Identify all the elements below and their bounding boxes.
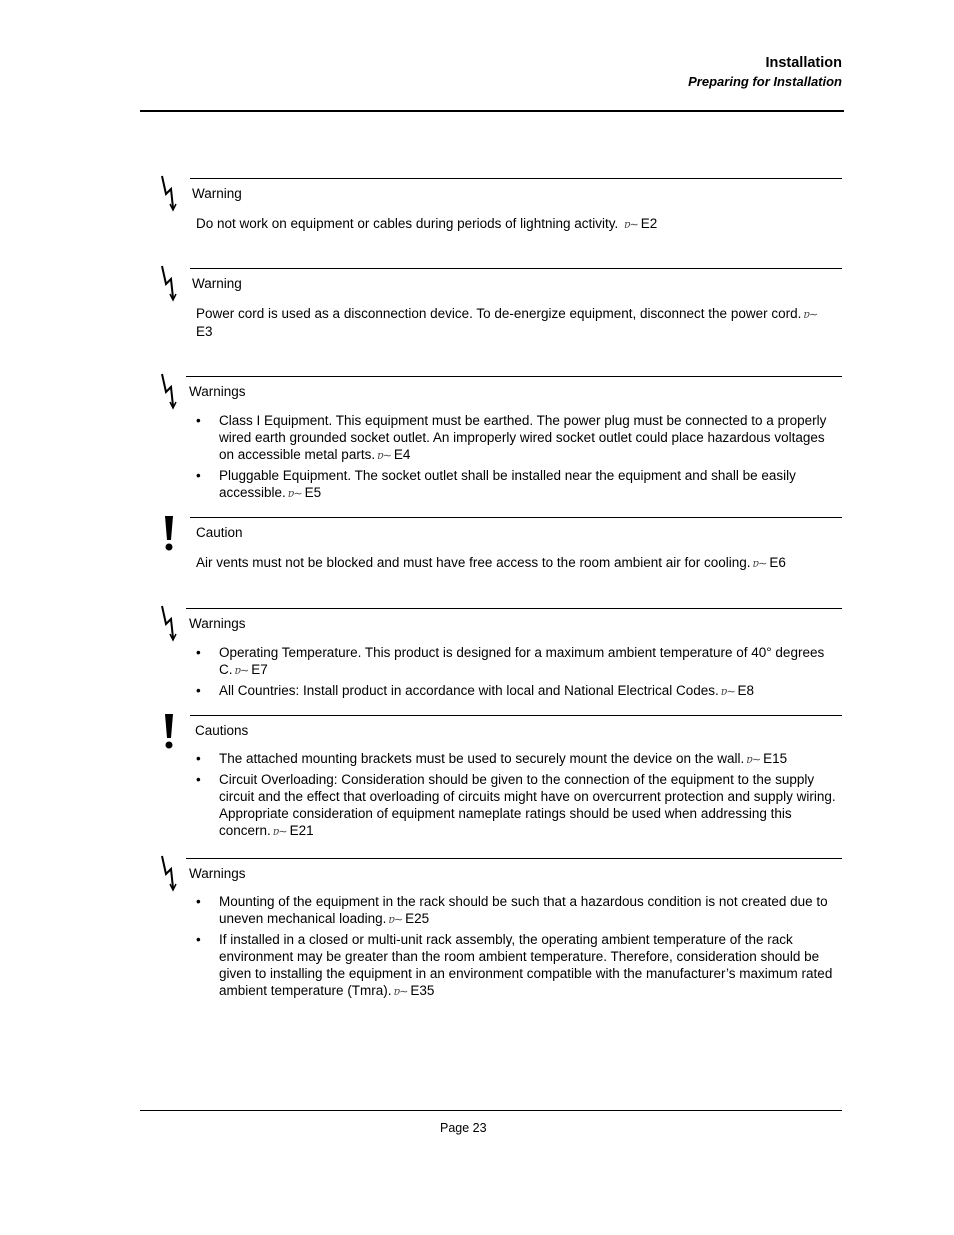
list-item: • Class I Equipment. This equipment must be earthed. The power plug must be connected to a properly wired earth grounded socket outlet. An improperly wired socket outlet could place hazardous voltages on accessible metal parts. ɐ∼ E4 [196, 412, 842, 464]
reference-code: E6 [769, 555, 786, 570]
reference-code: E7 [251, 662, 268, 677]
notice-text: Do not work on equipment or cables during periods of lightning activity. ɐ∼ E2 [196, 216, 658, 231]
reference-code: E35 [410, 983, 435, 998]
lightning-warning-icon [156, 604, 182, 646]
notice-label: Cautions [195, 723, 249, 738]
page-header-title: Installation [765, 55, 842, 71]
reference-symbol-icon: ɐ∼ [720, 685, 735, 698]
notice-rule [186, 858, 842, 859]
reference-symbol-icon: ɐ∼ [388, 913, 403, 926]
notice-rule [190, 268, 842, 269]
reference-code: E4 [393, 447, 411, 462]
reference-code: E8 [737, 683, 755, 698]
notice-rule [190, 178, 842, 179]
exclamation-caution-icon [156, 513, 182, 555]
notice-list [196, 750, 842, 843]
footer-rule [140, 1110, 842, 1111]
notice-rule [190, 715, 842, 716]
reference-symbol-icon: ɐ∼ [272, 825, 287, 838]
list-item: • Mounting of the equipment in the rack should be such that a hazardous condition is not created due to uneven mechanical loading. ɐ∼ E25 [196, 893, 842, 928]
lightning-warning-icon [156, 372, 182, 414]
page-header-subtitle: Preparing for Installation [688, 74, 842, 89]
list-item: • All Countries: Install product in accordance with local and National Electrical Codes. ɐ∼ E8 [196, 682, 842, 700]
lightning-warning-icon [156, 264, 182, 306]
notice-label: Warnings [189, 616, 246, 631]
reference-symbol-icon: ɐ∼ [377, 449, 391, 462]
notice-label: Warnings [189, 866, 246, 881]
reference-code: E21 [289, 823, 314, 838]
notice-label: Warning [192, 276, 242, 291]
exclamation-caution-icon [156, 711, 182, 753]
notice-label: Warnings [189, 384, 246, 399]
notice-text: Power cord is used as a disconnection device. To de-energize equipment, disconnect the power cord. ɐ∼ E3 [196, 305, 842, 340]
notice-list [196, 412, 842, 505]
notice-label: Warning [192, 186, 242, 201]
page-number: Page 23 [440, 1121, 487, 1135]
list-item: • Operating Temperature. This product is designed for a maximum ambient temperature of 40° degrees C. ɐ∼ E7 [196, 644, 842, 679]
reference-symbol-icon: ɐ∼ [624, 218, 638, 231]
reference-symbol-icon: ɐ∼ [287, 487, 302, 500]
notice-rule [186, 376, 842, 377]
list-item: • The attached mounting brackets must be used to securely mount the device on the wall. ɐ∼ E15 [196, 750, 842, 768]
reference-code: E25 [405, 911, 430, 926]
notice-list [196, 893, 842, 1003]
notice-rule [190, 517, 842, 518]
notice-text: Air vents must not be blocked and must have free access to the room ambient air for cooling. ɐ∼ E6 [196, 555, 786, 570]
notice-list [196, 644, 842, 703]
reference-code: E2 [640, 216, 658, 231]
header-rule [140, 110, 844, 112]
reference-symbol-icon: ɐ∼ [803, 308, 818, 321]
notice-rule [186, 608, 842, 609]
list-item: • Pluggable Equipment. The socket outlet shall be installed near the equipment and shall be easily accessible. ɐ∼ E5 [196, 467, 842, 502]
reference-symbol-icon: ɐ∼ [752, 557, 767, 570]
reference-code: E5 [304, 485, 322, 500]
list-item: • If installed in a closed or multi-unit rack assembly, the operating ambient temperature of the rack environment may be greater than the room ambient temperature. Therefore, consideration should be given to installing the equipment in an environment compatible with the manufacturer’s maximum rated ambient temperature (Tmra). ɐ∼ E35 [196, 931, 842, 1000]
list-item: • Circuit Overloading: Consideration should be given to the connection of the equipment to the supply circuit and the effect that overloading of circuits might have on overcurrent protection and supply wiring. Appropriate consideration of equipment nameplate ratings should be used when addressing this concern. ɐ∼ E21 [196, 771, 842, 840]
reference-symbol-icon: ɐ∼ [234, 664, 249, 677]
reference-code: E3 [196, 324, 213, 339]
lightning-warning-icon [156, 174, 182, 216]
reference-code: E15 [763, 751, 788, 766]
notice-label: Caution [196, 525, 243, 540]
reference-symbol-icon: ɐ∼ [393, 985, 408, 998]
lightning-warning-icon [156, 854, 182, 896]
reference-symbol-icon: ɐ∼ [746, 753, 761, 766]
